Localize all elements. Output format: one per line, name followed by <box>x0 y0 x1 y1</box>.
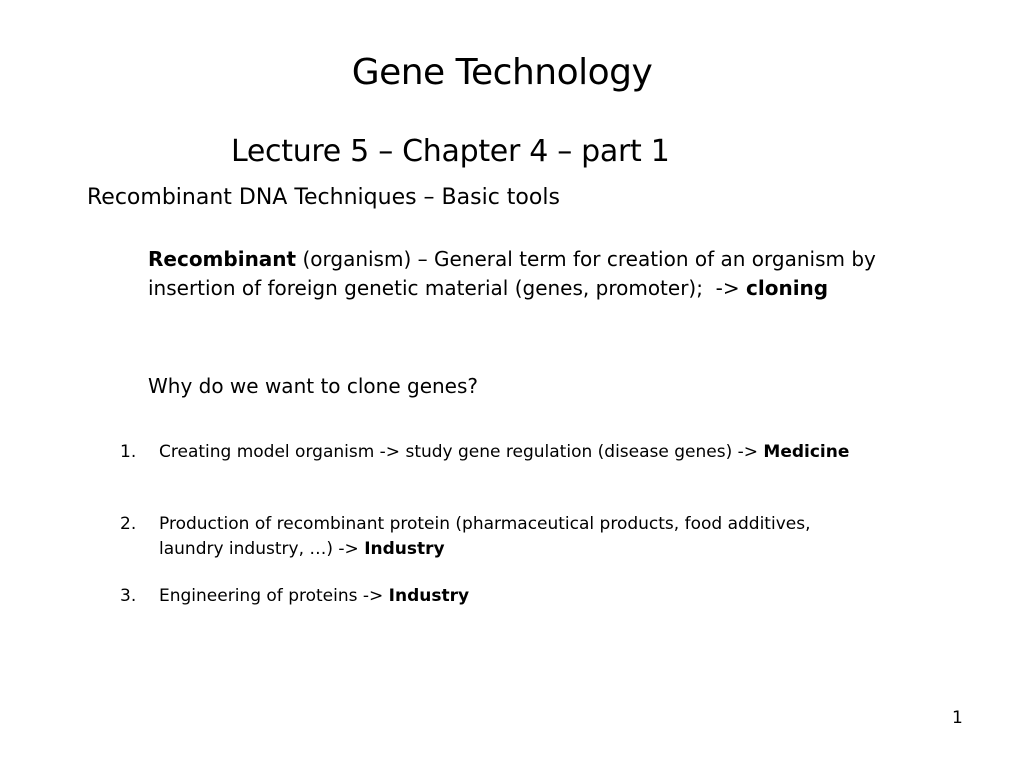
page-number: 1 <box>952 708 963 728</box>
list-item-text-plain: laundry industry, …) -> <box>159 539 365 559</box>
definition-line-2 <box>148 274 876 303</box>
list-item-number: 1. <box>120 442 137 462</box>
list-item-text <box>159 440 849 465</box>
section-heading: Recombinant DNA Techniques – Basic tools <box>87 185 560 210</box>
definition-line-2-text: insertion of foreign genetic material (genes, promoter); -> <box>148 276 747 300</box>
list-item-line-1: Production of recombinant protein (pharmaceutical products, food additives, <box>159 514 811 534</box>
list-item-keyword: Medicine <box>763 442 850 462</box>
definition-term: Recombinant <box>148 247 297 271</box>
list-item-keyword: Industry <box>364 539 445 559</box>
list-item-line-2 <box>159 537 810 562</box>
definition-cloning-keyword: cloning <box>746 276 829 300</box>
list-item-keyword: Industry <box>388 586 470 606</box>
slide-title: Gene Technology <box>351 52 653 93</box>
question-text: Why do we want to clone genes? <box>148 374 479 398</box>
list-item-text-plain: Creating model organism -> study gene regulation (disease genes) -> <box>159 442 764 462</box>
list-item-number: 3. <box>120 586 137 606</box>
definition-line-1-text: (organism) – General term for creation of an organism by <box>296 247 876 271</box>
list-item <box>0 512 1024 562</box>
list-item-text-plain: Engineering of proteins -> <box>159 586 389 606</box>
list-item-text <box>159 584 469 609</box>
list-item <box>0 584 1024 609</box>
list-item <box>0 440 1024 465</box>
definition-line-1 <box>148 245 876 274</box>
list-item-number: 2. <box>120 514 137 534</box>
definition-block <box>148 245 876 303</box>
lecture-subtitle: Lecture 5 – Chapter 4 – part 1 <box>231 134 670 169</box>
list-item-text <box>159 512 810 562</box>
